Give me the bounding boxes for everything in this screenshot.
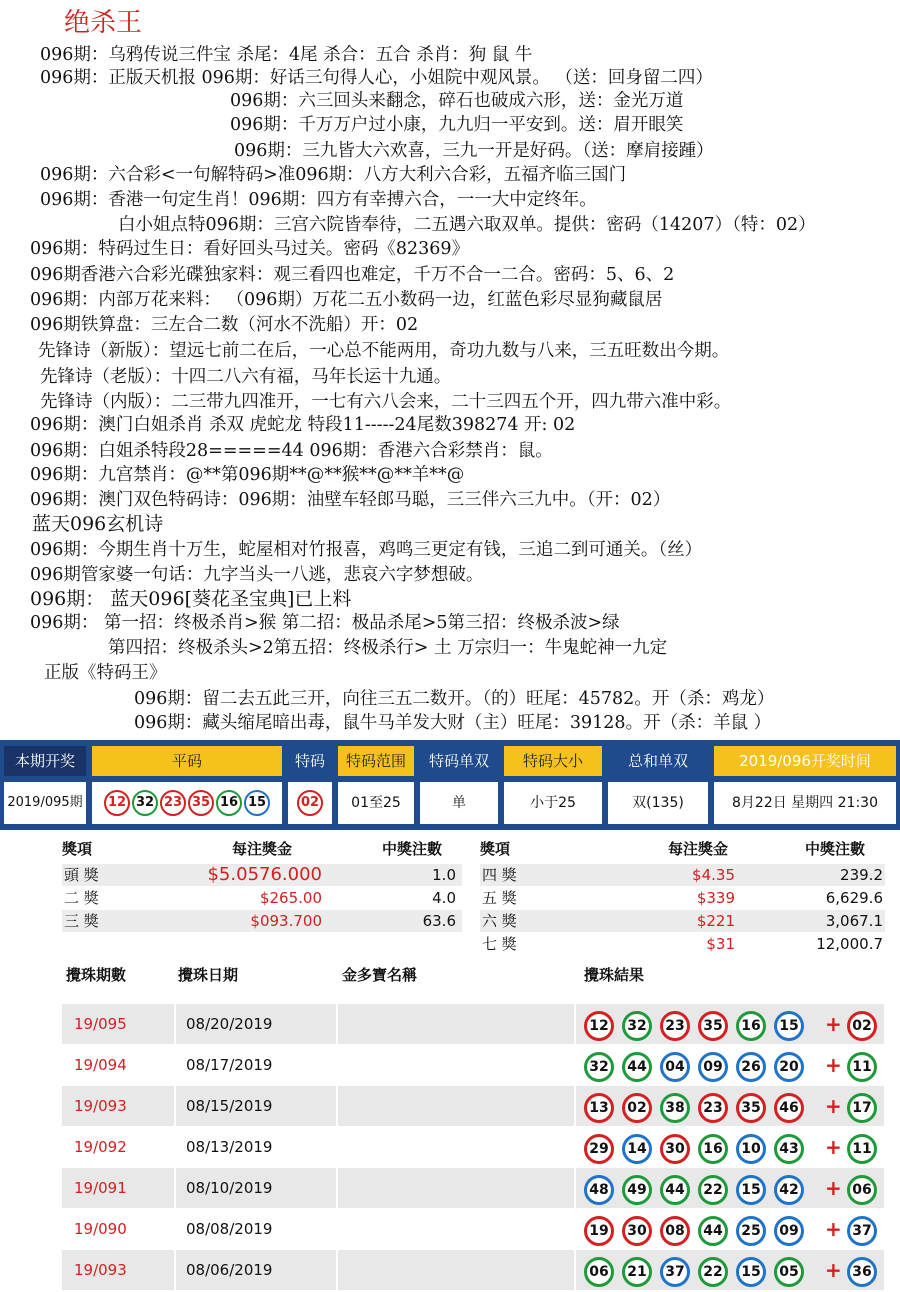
special-ball: 37 [847,1216,877,1246]
result-ball: 43 [774,1134,804,1164]
plus-sign: + [825,1258,842,1282]
plus-sign: + [825,1094,842,1118]
prize-amount: $221 [696,912,735,930]
column-divider [336,1045,338,1085]
column-divider [336,1209,338,1249]
text-line: 096期：澳门白姐杀肖 杀双 虎蛇龙 特段11-----24尾数398274 开: 02 [30,415,576,435]
header-cell: 特码大小 [504,746,602,776]
result-ball: 16 [736,1011,766,1041]
column-divider [336,1250,338,1290]
table-row [62,1004,884,1044]
table-row [62,1045,884,1085]
history-header: 攪珠日期 [178,966,239,984]
range-cell: 01至25 [338,782,414,824]
text-line: 096期：今期生肖十万生，蛇屋相对竹报喜，鸡鸣三更定有钱，三追二到可通关。（丝） [30,540,703,560]
column-divider [574,1250,576,1290]
result-ball: 19 [584,1216,614,1246]
prize-amount: $5.0576.000 [207,864,322,885]
header-cell: 特码 [288,746,332,776]
ball: 12 [104,790,130,816]
result-ball: 30 [622,1216,652,1246]
plus-sign: + [825,1053,842,1077]
result-ball: 06 [584,1257,614,1287]
result-ball: 04 [660,1052,690,1082]
prize-name: 七 獎 [482,935,517,953]
column-divider [174,1250,176,1290]
prize-amount: $339 [696,889,735,907]
column-divider [336,1127,338,1167]
ball: 32 [132,790,158,816]
column-divider [174,1127,176,1167]
size-cell: 小于25 [504,782,602,824]
special-ball: 17 [847,1093,877,1123]
text-line: 096期：澳门双色特码诗：096期：油壁车轻郎马聪，三三伴六三九中。（开：02） [30,490,671,510]
prize-header: 每注獎金 [232,840,293,858]
result-ball: 37 [660,1257,690,1287]
result-ball: 46 [774,1093,804,1123]
results-bar [0,740,900,830]
prize-name: 六 獎 [482,912,517,930]
history-header: 攪珠結果 [584,966,645,984]
prize-header: 中獎注數 [805,840,866,858]
prize-name: 五 獎 [482,889,517,907]
prize-count: 1.0 [432,866,456,884]
result-ball: 38 [660,1093,690,1123]
column-divider [574,1127,576,1167]
prize-name: 頭 獎 [64,866,99,884]
result-ball: 15 [736,1257,766,1287]
text-line: 096期：藏头缩尾暗出毒，鼠牛马羊发大财（主）旺尾：39128。开（杀：羊鼠 ） [134,713,772,733]
result-ball: 35 [736,1093,766,1123]
prize-header: 獎項 [480,840,511,858]
prize-row [62,864,462,886]
prize-name: 四 獎 [482,866,517,884]
prize-header: 中獎注數 [382,840,443,858]
result-ball: 32 [622,1011,652,1041]
row-period: 19/091 [74,1179,127,1197]
header-cell: 平码 [92,746,282,776]
column-divider [574,1045,576,1085]
result-ball: 25 [736,1216,766,1246]
prize-amount: $093.700 [250,912,322,930]
result-ball: 21 [622,1257,652,1287]
text-line: 096期： 蓝天096[葵花圣宝典]已上料 [30,588,352,610]
special-ball: 02 [847,1011,877,1041]
result-ball: 42 [774,1175,804,1205]
column-divider [174,1004,176,1044]
prize-row [480,864,885,886]
row-period: 19/093 [74,1097,127,1115]
prize-amount: $265.00 [259,889,322,907]
result-ball: 15 [774,1011,804,1041]
prize-count: 63.6 [422,912,456,930]
text-line: 096期：内部万花来料： （096期）万花二五小数码一边，红蓝色彩尽显狗藏鼠居 [30,290,663,310]
text-line: 蓝天096玄机诗 [32,513,164,535]
table-row [62,1209,884,1249]
result-ball: 35 [698,1011,728,1041]
header-cell: 特码单双 [420,746,498,776]
prize-header: 每注獎金 [668,840,729,858]
text-line: 096期： 第一招：终极杀肖>猴 第二招：极品杀尾>5第三招：终极杀波>绿 [30,613,620,633]
result-ball: 23 [698,1093,728,1123]
column-divider [574,1004,576,1044]
result-ball: 44 [622,1052,652,1082]
prize-row [480,910,885,932]
history-header: 攪珠期數 [66,966,127,984]
result-ball: 16 [698,1134,728,1164]
text-line: 096期：特码过生日：看好回头马过关。密码《82369》 [30,239,470,259]
result-ball: 23 [660,1011,690,1041]
result-ball: 44 [660,1175,690,1205]
prize-amount: $4.35 [692,866,735,884]
text-line: 096期管家婆一句话：九字当头一八逃，悲哀六字梦想破。 [30,565,484,585]
column-divider [574,1209,576,1249]
result-ball: 22 [698,1175,728,1205]
result-ball: 20 [774,1052,804,1082]
row-date: 08/17/2019 [186,1056,273,1074]
text-line: 096期：香港一句定生肖！096期：四方有幸搏六合，一一大中定终年。 [40,190,597,210]
table-row [62,1127,884,1167]
result-ball: 09 [698,1052,728,1082]
odd-even-cell: 单 [420,782,498,824]
table-row [62,1250,884,1290]
prize-table-right [480,838,885,958]
row-date: 08/10/2019 [186,1179,273,1197]
result-ball: 32 [584,1052,614,1082]
column-divider [336,1086,338,1126]
column-divider [174,1209,176,1249]
prize-table-left [62,838,462,934]
row-period: 19/094 [74,1056,127,1074]
header-cell: 特码范围 [338,746,414,776]
prize-row [62,887,462,909]
text-line: 096期：九宫禁肖：@**第096期**@**猴**@**羊**@ [30,465,465,485]
result-ball: 22 [698,1257,728,1287]
result-ball: 49 [622,1175,652,1205]
plus-sign: + [825,1176,842,1200]
special-ball: 36 [847,1257,877,1287]
plus-sign: + [825,1217,842,1241]
prize-row [62,910,462,932]
period-cell: 2019/095期 [4,782,86,824]
result-ball: 14 [622,1134,652,1164]
result-ball: 44 [698,1216,728,1246]
result-ball: 08 [660,1216,690,1246]
result-ball: 30 [660,1134,690,1164]
text-line: 096期：留二去五此三开，向往三五二数开。（的）旺尾：45782。开（杀：鸡龙） [134,689,775,709]
result-ball: 29 [584,1134,614,1164]
text-line: 先锋诗（老版）：十四二八六有福，马年长运十九通。 [40,367,452,387]
column-divider [574,1168,576,1208]
result-ball: 10 [736,1134,766,1164]
text-line: 096期香港六合彩光碟独家料：观三看四也难定，千万不合一二合。密码：5、6、2 [30,265,675,285]
special-ball-cell [288,782,332,824]
result-ball: 05 [774,1257,804,1287]
history-header: 金多寶名稱 [342,966,418,984]
prize-count: 12,000.7 [816,935,883,953]
ball: 35 [188,790,214,816]
ball: 23 [160,790,186,816]
table-row [62,1086,884,1126]
result-ball: 15 [736,1175,766,1205]
header-cell: 本期开奖 [4,746,86,776]
ball: 02 [297,790,323,816]
result-ball: 26 [736,1052,766,1082]
text-line: 先锋诗（内版）：二三带九四准开，一七有六八会来，二十三四五个开，四九带六准中彩。 [40,392,732,412]
result-ball: 12 [584,1011,614,1041]
ball: 15 [244,790,270,816]
column-divider [336,1004,338,1044]
result-ball: 02 [622,1093,652,1123]
text-line: 正版《特码王》 [44,663,167,683]
result-ball: 13 [584,1093,614,1123]
text-line: 096期：三九皆大六欢喜，三九一开是好码。（送：摩肩接踵） [234,141,714,161]
prize-header: 獎項 [62,840,93,858]
table-row [62,1168,884,1208]
text-line: 096期铁算盘：三左合二数（河水不洗船）开：02 [30,315,419,335]
page-title: 绝杀王 [64,8,143,38]
row-date: 08/20/2019 [186,1015,273,1033]
text-line: 096期：六合彩<一句解特码>准096期：八方大利六合彩，五福齐临三国门 [40,165,627,185]
row-period: 19/090 [74,1220,127,1238]
plus-sign: + [825,1012,842,1036]
column-divider [336,1168,338,1208]
prize-row [480,933,885,955]
plus-sign: + [825,1135,842,1159]
text-line: 096期：千万万户过小康，九九归一平安到。送：眉开眼笑 [230,115,684,135]
prize-name: 二 獎 [64,889,99,907]
text-line: 096期：乌鸦传说三件宝 杀尾：4尾 杀合：五合 杀肖：狗 鼠 牛 [40,45,533,65]
result-ball: 09 [774,1216,804,1246]
text-line: 第四招：终极杀头>2第五招：终极杀行> 土 万宗归一：牛鬼蛇神一九定 [108,638,668,658]
text-line: 096期：正版天机报 096期：好话三句得人心，小姐院中观风景。 （送：回身留二四） [40,68,713,88]
sum-cell: 双(135) [608,782,708,824]
prize-count: 4.0 [432,889,456,907]
row-date: 08/08/2019 [186,1220,273,1238]
special-ball: 11 [847,1052,877,1082]
prize-row [480,887,885,909]
draw-time-cell: 8月22日 星期四 21:30 [714,782,896,824]
text-line: 096期：六三回头来翻念，碎石也破成六形，送：金光万道 [230,91,684,111]
text-line: 白小姐点特096期：三宫六院皆奉待，二五遇六取双单。提供：密码（14207）（特：02） [118,215,816,235]
special-ball: 11 [847,1134,877,1164]
special-ball: 06 [847,1175,877,1205]
regular-balls-cell [92,782,282,824]
row-date: 08/06/2019 [186,1261,273,1279]
column-divider [174,1086,176,1126]
prize-amount: $31 [706,935,735,953]
column-divider [174,1168,176,1208]
column-divider [174,1045,176,1085]
column-divider [574,1086,576,1126]
result-ball: 48 [584,1175,614,1205]
header-cell: 2019/096开奖时间 [714,746,896,776]
row-period: 19/092 [74,1138,127,1156]
ball: 16 [216,790,242,816]
prize-name: 三 獎 [64,912,99,930]
row-date: 08/15/2019 [186,1097,273,1115]
row-date: 08/13/2019 [186,1138,273,1156]
row-period: 19/095 [74,1015,127,1033]
row-period: 19/093 [74,1261,127,1279]
prize-count: 3,067.1 [825,912,883,930]
text-line: 先锋诗（新版）：望远七前二在后，一心总不能两用，奇功九数与八来，三五旺数出今期。 [38,341,730,361]
prize-count: 239.2 [840,866,883,884]
text-line: 096期：白姐杀特段28=====44 096期：香港六合彩禁肖：鼠。 [30,441,553,461]
header-cell: 总和单双 [608,746,708,776]
prize-count: 6,629.6 [825,889,883,907]
